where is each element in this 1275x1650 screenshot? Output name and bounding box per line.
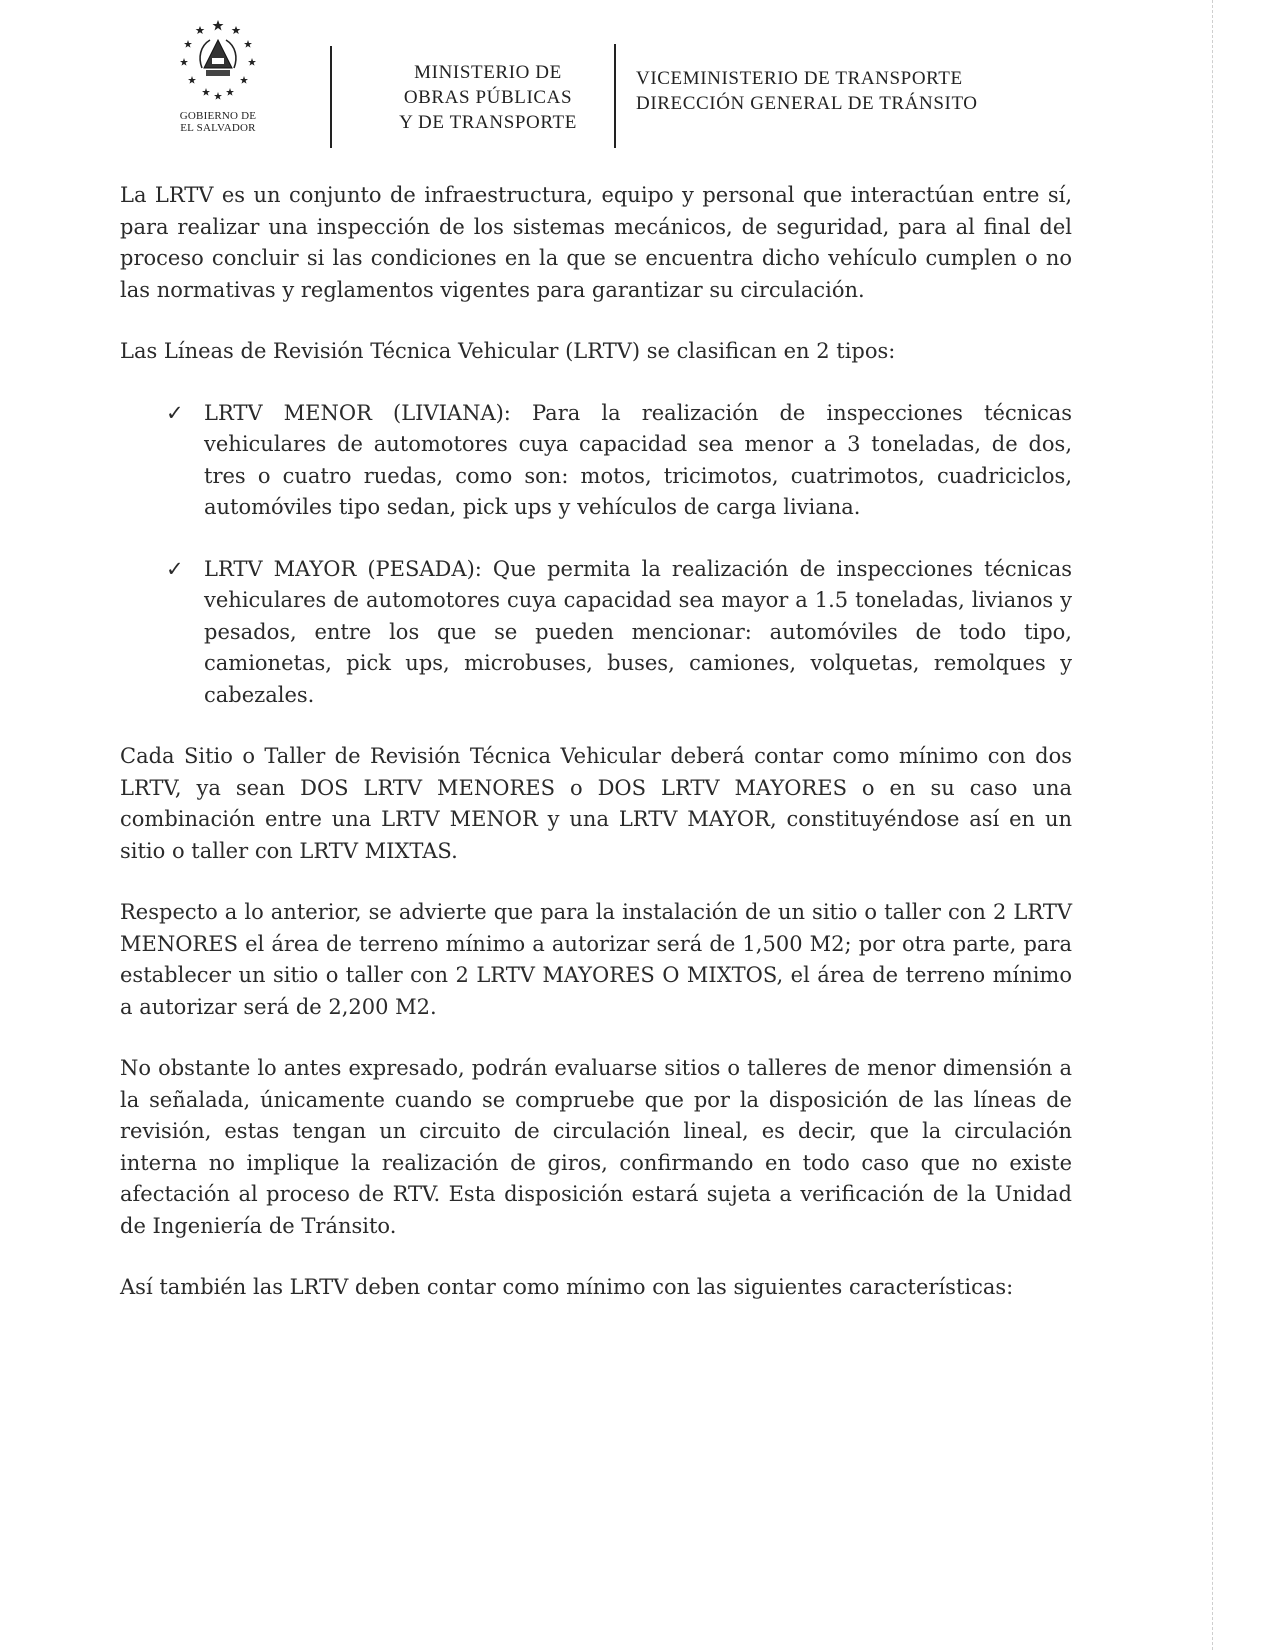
emblem-text-line-1: GOBIERNO DE: [179, 110, 257, 122]
emblem-text-line-2: EL SALVADOR: [180, 122, 256, 134]
letterhead: [0, 18, 1275, 148]
list-item: [166, 398, 1072, 524]
vice-line-2: DIRECCIÓN GENERAL DE TRÁNSITO: [636, 93, 978, 114]
header-divider: [614, 44, 616, 148]
paragraph-3: Cada Sitio o Taller de Revisión Técnica Vehicular deberá contar como mínimo con dos LRTV, ya sean DOS LRTV MENORES o DOS LRTV MAYORES o en su caso una combinación entre una LRTV MENOR y una LRTV MAYOR, constituyéndose así en un sitio o taller con LRTV MIXTAS.: [120, 744, 1072, 863]
el-salvador-emblem-icon: [176, 18, 260, 104]
scan-edge-mark: [1210, 0, 1213, 1650]
viceministry-name: [636, 66, 1056, 116]
ministry-line-2: OBRAS PÚBLICAS: [403, 87, 573, 108]
checkmark-icon: ✓: [166, 400, 184, 425]
header-divider: [330, 46, 332, 148]
checkmark-icon: ✓: [166, 556, 184, 581]
list-item-text-menor: LRTV MENOR (LIVIANA): Para la realización de inspecciones técnicas vehiculares de automotores cuya capacidad sea menor a 3 toneladas, de dos, tres o cuatro ruedas, como son: motos, tricimotos, cuatrimotos, cuadriciclos, automóviles tipo sedan, pick ups y vehículos de carga liviana.: [204, 400, 1072, 519]
ministry-line-3: Y DE TRANSPORTE: [399, 112, 577, 133]
paragraph-6: Así también las LRTV deben contar como mínimo con las siguientes características:: [120, 1275, 1014, 1299]
ministry-name: [378, 60, 598, 135]
paragraph-2: Las Líneas de Revisión Técnica Vehicular (LRTV) se clasifican en 2 tipos:: [120, 339, 896, 363]
vice-line-1: VICEMINISTERIO DE TRANSPORTE: [636, 68, 963, 89]
list-item: [166, 554, 1072, 712]
paragraph-1: La LRTV es un conjunto de infraestructura, equipo y personal que interactúan entre sí, para realizar una inspección de los sistemas mecánicos, de seguridad, para al final del proceso concluir si las condiciones en la que se encuentra dicho vehículo cumplen o no las normativas y reglamentos vigentes para garantizar su circulación.: [120, 183, 1072, 302]
list-item-text-mayor: LRTV MAYOR (PESADA): Que permita la realización de inspecciones técnicas vehiculares de automotores cuya capacidad sea mayor a 1.5 toneladas, livianos y pesados, entre los que se pueden mencionar: automóviles de todo tipo, camionetas, pick ups, microbuses, buses, camiones, volquetas, remolques y cabezales.: [204, 556, 1072, 707]
ministry-line-1: MINISTERIO DE: [414, 62, 562, 83]
document-body: [120, 180, 1072, 1334]
coat-of-arms-logo: [168, 18, 268, 143]
paragraph-4: Respecto a lo anterior, se advierte que para la instalación de un sitio o taller con 2 LRTV MENORES el área de terreno mínimo a autorizar será de 1,500 M2; por otra parte, para establecer un sitio o taller con 2 LRTV MAYORES O MIXTOS, el área de terreno mínimo a autorizar será de 2,200 M2.: [120, 900, 1072, 1019]
paragraph-5: No obstante lo antes expresado, podrán evaluarse sitios o talleres de menor dimensión a la señalada, únicamente cuando se compruebe que por la disposición de las líneas de revisión, estas tengan un circuito de circulación lineal, es decir, que la circulación interna no implique la realización de giros, confirmando en todo caso que no existe afectación al proceso de RTV. Esta disposición estará sujeta a verificación de la Unidad de Ingeniería de Tránsito.: [120, 1056, 1072, 1238]
